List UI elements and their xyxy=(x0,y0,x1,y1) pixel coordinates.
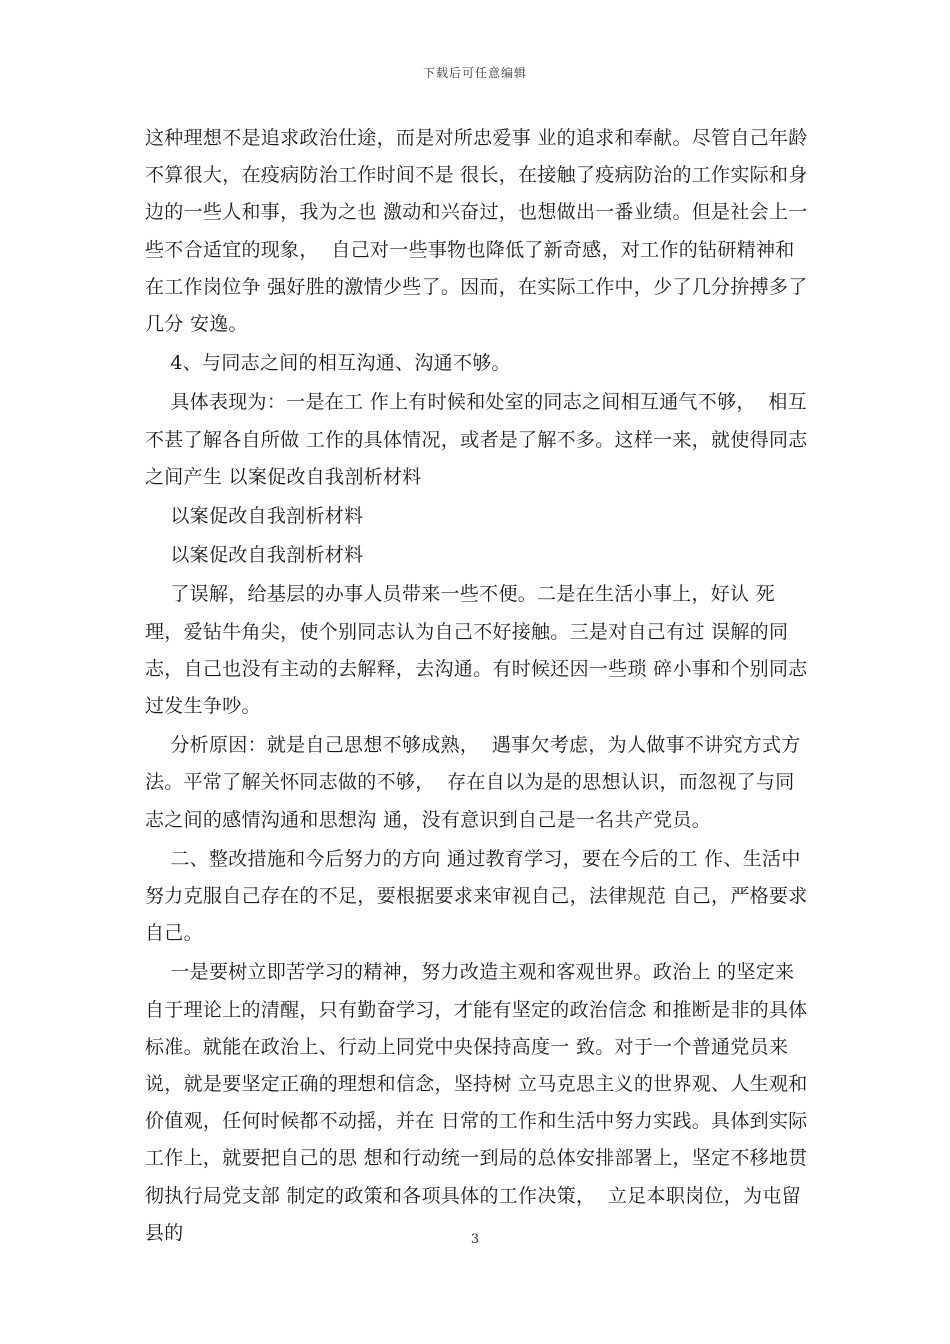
paragraph-1: 这种理想不是追求政治仕途，而是对所忠爱事 业的追求和奉献。尽管自己年龄不算很大，在疫病防治工作时间不是 很长，在接触了疫病防治的工作实际和身边的一些人和事，我为之也 激动和兴奋过，也想做出一番业绩。但是社会上一些不合适宜的现象， 自己对一些事物也降低了新奇感，对工作的钻研精神和在工作岗位争 强好胜的激情少些了。因而，在实际工作中，少了几分拚搏多了几分 安逸。 xyxy=(145,127,808,336)
paragraph-5: 以案促改自我剖析材料 xyxy=(145,544,364,567)
paragraph-2: 4、与同志之间的相互沟通、沟通不够。 xyxy=(145,352,511,375)
paragraph-8: 二、整改措施和今后努力的方向 通过教育学习，要在今后的工 作、生活中努力克服自己存在的不足，要根据要求来审视自己，法律规范 自己，严格要求自己。 xyxy=(145,847,808,945)
paragraph-3: 具体表现为：一是在工 作上有时候和处室的同志之间相互通气不够， 相互不甚了解各自所做 工作的具体情况，或者是了解不多。这样一来，就使得同志之间产生 以案促改自我剖析材料 xyxy=(145,391,808,488)
paragraph-4: 以案促改自我剖析材料 xyxy=(145,505,364,528)
page-number: 3 xyxy=(470,1232,480,1247)
paragraph-6: 了误解，给基层的办事人员带来一些不便。二是在生活小事上，好认 死理，爱钻牛角尖，使个别同志认为自己不好接触。三是对自己有过 误解的同志，自己也没有主动的去解释，去沟通。有时候还因一些琐 碎小事和个别同志过发生争吵。 xyxy=(145,583,808,718)
paragraph-9: 一是要树立即苦学习的精神，努力改造主观和客观世界。政治上 的坚定来自于理论上的清醒，只有勤奋学习，才能有坚定的政治信念 和推断是非的具体标准。就能在政治上、行动上同党中央保持高度一 致。对于一个普通党员来说，就是要坚定正确的理想和信念，坚持树 立马克思主义的世界观、人生观和价值观，任何时候都不动摇，并在 日常的工作和生活中努力实践。具体到实际工作上，就要把自己的思 想和行动统一到局的总体安排部署上，坚定不移地贯彻执行局党支部 制定的政策和各项具体的工作决策， 立足本职岗位，为屯留县的 xyxy=(145,961,808,1244)
document-body xyxy=(145,120,810,1254)
paragraph-7: 分析原因：就是自己思想不够成熟， 遇事欠考虑，为人做事不讲究方式方法。平常了解关怀同志做的不够， 存在自以为是的思想认识，而忽视了与同志之间的感情沟通和思想沟 通，没有意识到自己是一名共产党员。 xyxy=(145,734,801,831)
page-header: 下载后可任意编辑 xyxy=(422,66,527,80)
